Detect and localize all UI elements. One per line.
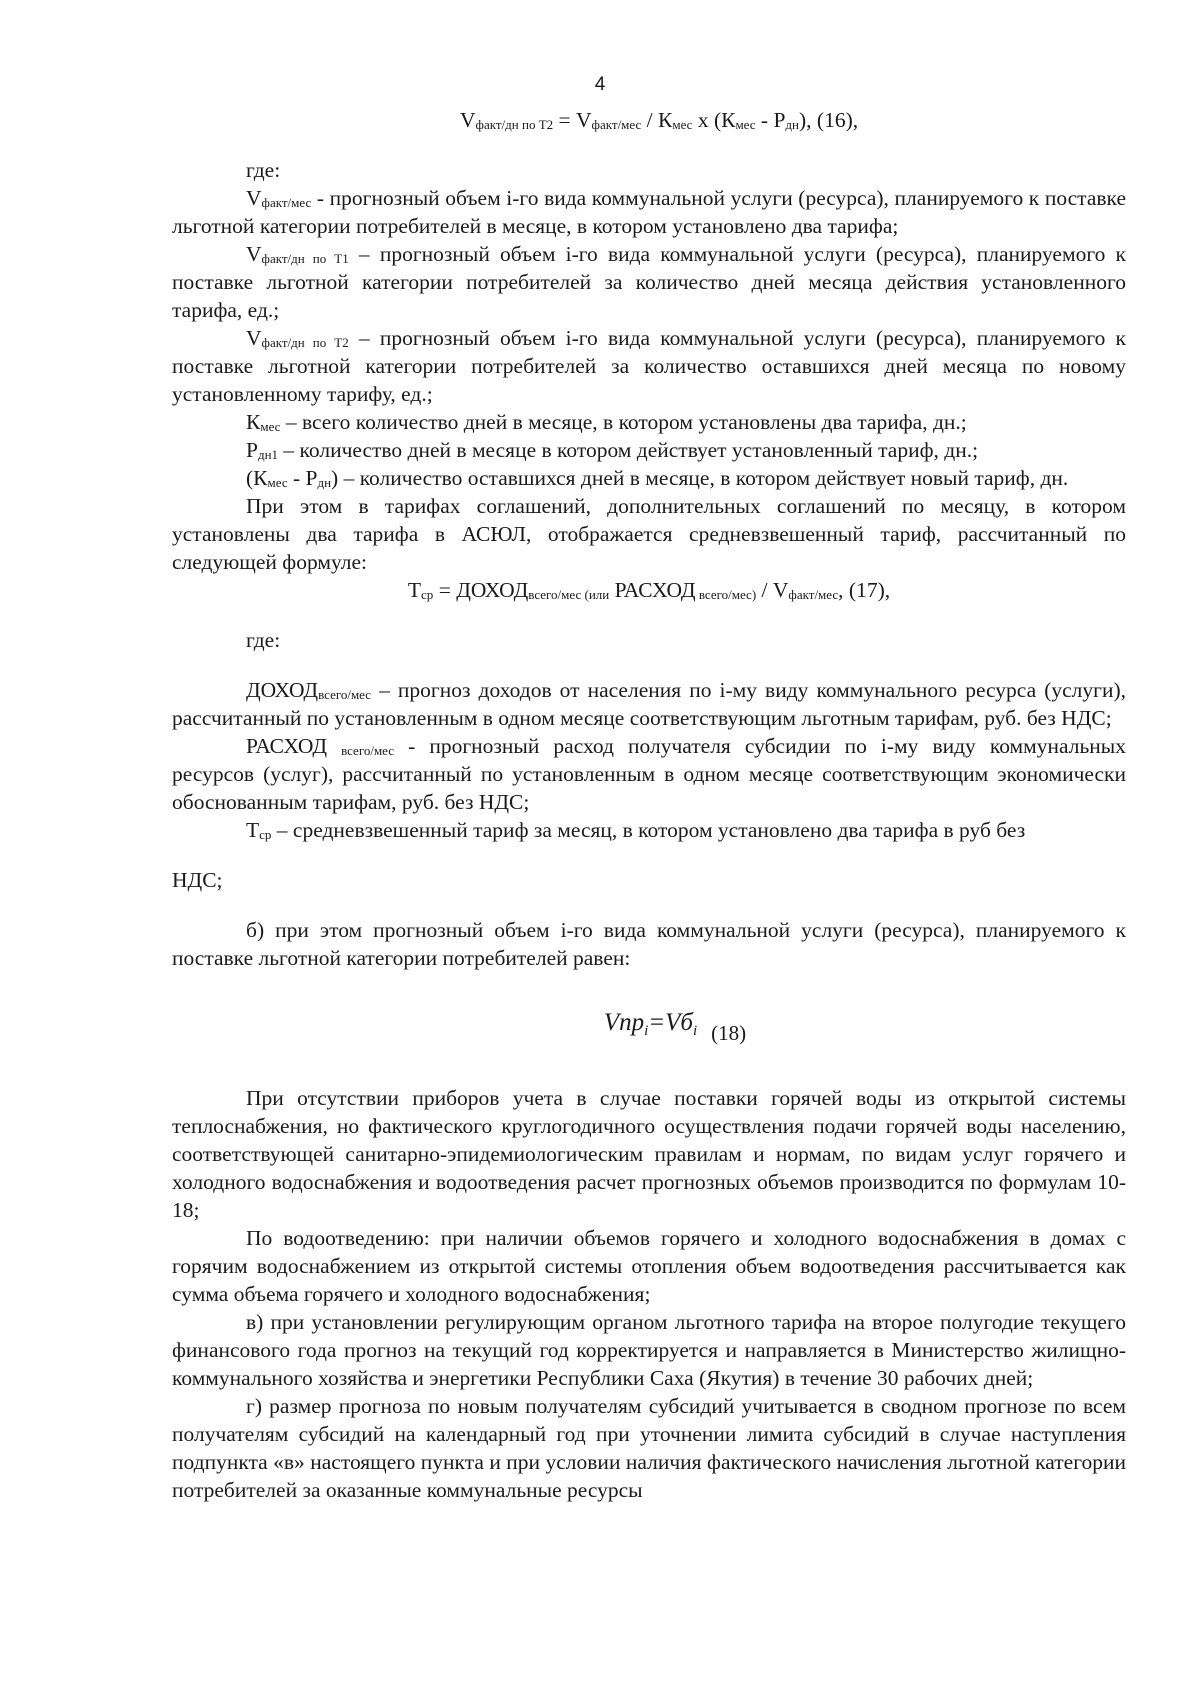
definition-vfakt-t2: $V_{факт/дн по Т2}$ – прогнозный объем i-го вида коммунальной услуги (ресурса), планируемого к поставке льготной категории потребителей за количество оставшихся дней месяца по новому установленному тарифу, ед.; xyxy=(172,326,1126,406)
definition-tsr: $Т_{ср}$ – средневзвешенный тариф за месяц, в котором установлено два тарифа в руб без xyxy=(246,818,1026,842)
paragraph-v: в) при установлении регулирующим органом льготного тарифа на второе полугодие текущего финансового года прогноз на текущий год корректируется и направляется в Министерство жилищно-коммунального хозяйства и энергетики Республики Саха (Якутия) в течение 30 рабочих дней; xyxy=(172,1310,1126,1390)
definition-kmes-minus-pdn: $(К_{мес} - Р_{дн})$ – количество оставшихся дней в месяце, в котором действует новый тариф, дн. xyxy=(246,466,1069,490)
formula-18-number: (18) xyxy=(711,1021,747,1045)
paragraph-g: г) размер прогноза по новым получателям субсидий учитывается в сводном прогнозе по всем получателям субсидий на календарный год при уточнении лимита субсидий в случае наступления подпункта «в» настоящего пункта и при условии наличия фактического начисления льготной категории потребителей за оказанные коммунальные ресурсы xyxy=(172,1394,1126,1502)
paragraph-no-meters: При отсутствии приборов учета в случае поставки горячей воды из открытой системы теплоснабжения, но фактического круглогодичного осуществления подачи горячей воды населению, соответствующей санитарно-эпидемиологическим правилам и нормам, по видам услуг горячего и холодного водоснабжения и водоотведения расчет прогнозных объемов производится по формулам 10-18; xyxy=(172,1086,1126,1222)
where-label: где: xyxy=(246,158,281,182)
definition-dohod: $ДОХОД_{всего/мес}$ – прогноз доходов от населения по i-му виду коммунального ресурса (услуги), рассчитанный по установленным в одном месяце соответствующим льготным тарифам, руб. без НДС; xyxy=(172,678,1126,730)
definition-rashod: РАСХОД $_{всего/мес}$ - прогнозный расход получателя субсидии по i-му виду коммунальных ресурсов (услуг), рассчитанный по установленным в одном месяце соответствующим экономически обоснованным тарифам, руб. без НДС; xyxy=(172,734,1126,814)
nds-line: НДС; xyxy=(172,868,223,892)
definition-pdn: $Р_{дн1}$ – количество дней в месяце в котором действует установленный тариф, дн.; xyxy=(246,438,979,462)
formula-18: $Vnp_i=Vб_i$ $_{(18)}$ xyxy=(603,1009,747,1045)
page-number: 4 xyxy=(594,74,606,95)
paragraph-b: б) при этом прогнозный объем i-го вида коммунальной услуги (ресурса), планируемого к поставке льготной категории потребителей равен: xyxy=(172,918,1126,970)
definition-vfakt-t1: $V_{факт/дн по Т1}$ – прогнозный объем i-го вида коммунальной услуги (ресурса), планируемого к поставке льготной категории потребителей за количество дней месяца действия установленного тарифа, ед.; xyxy=(172,242,1126,322)
formula-16: $V_{факт/дн по Т2} = V_{факт/мес} / К_{мес}$ x $(К_{мес} - Р_{дн})$, (16), xyxy=(460,108,859,132)
paragraph-average-tariff: При этом в тарифах соглашений, дополнительных соглашений по месяцу, в котором установлены два тарифа в АСЮЛ, отображается средневзвешенный тариф, рассчитанный по следующей формуле: xyxy=(172,494,1126,574)
paragraph-drainage: По водоотведению: при наличии объемов горячего и холодного водоснабжения в домах с горячим водоснабжением из открытой системы отопления объем водоотведения рассчитывается как сумма объема горячего и холодного водоснабжения; xyxy=(172,1226,1126,1306)
definition-kmes: $К_{мес}$ – всего количество дней в месяце, в котором установлены два тарифа, дн.; xyxy=(246,410,967,434)
where-label-2: где: xyxy=(246,628,281,652)
document-body xyxy=(172,106,1126,1504)
definition-vfakt-mes: $V_{факт/мес}$ - прогнозный объем i-го вида коммунальной услуги (ресурса), планируемого к поставке льготной категории потребителей в месяце, в котором установлено два тарифа; xyxy=(172,186,1126,238)
formula-17: $Т_{ср}$ = $ДОХОД_{всего/мес (или}$ РАСХОД $_{всего/мес)} / V_{факт/мес}$, (17), xyxy=(407,578,891,602)
